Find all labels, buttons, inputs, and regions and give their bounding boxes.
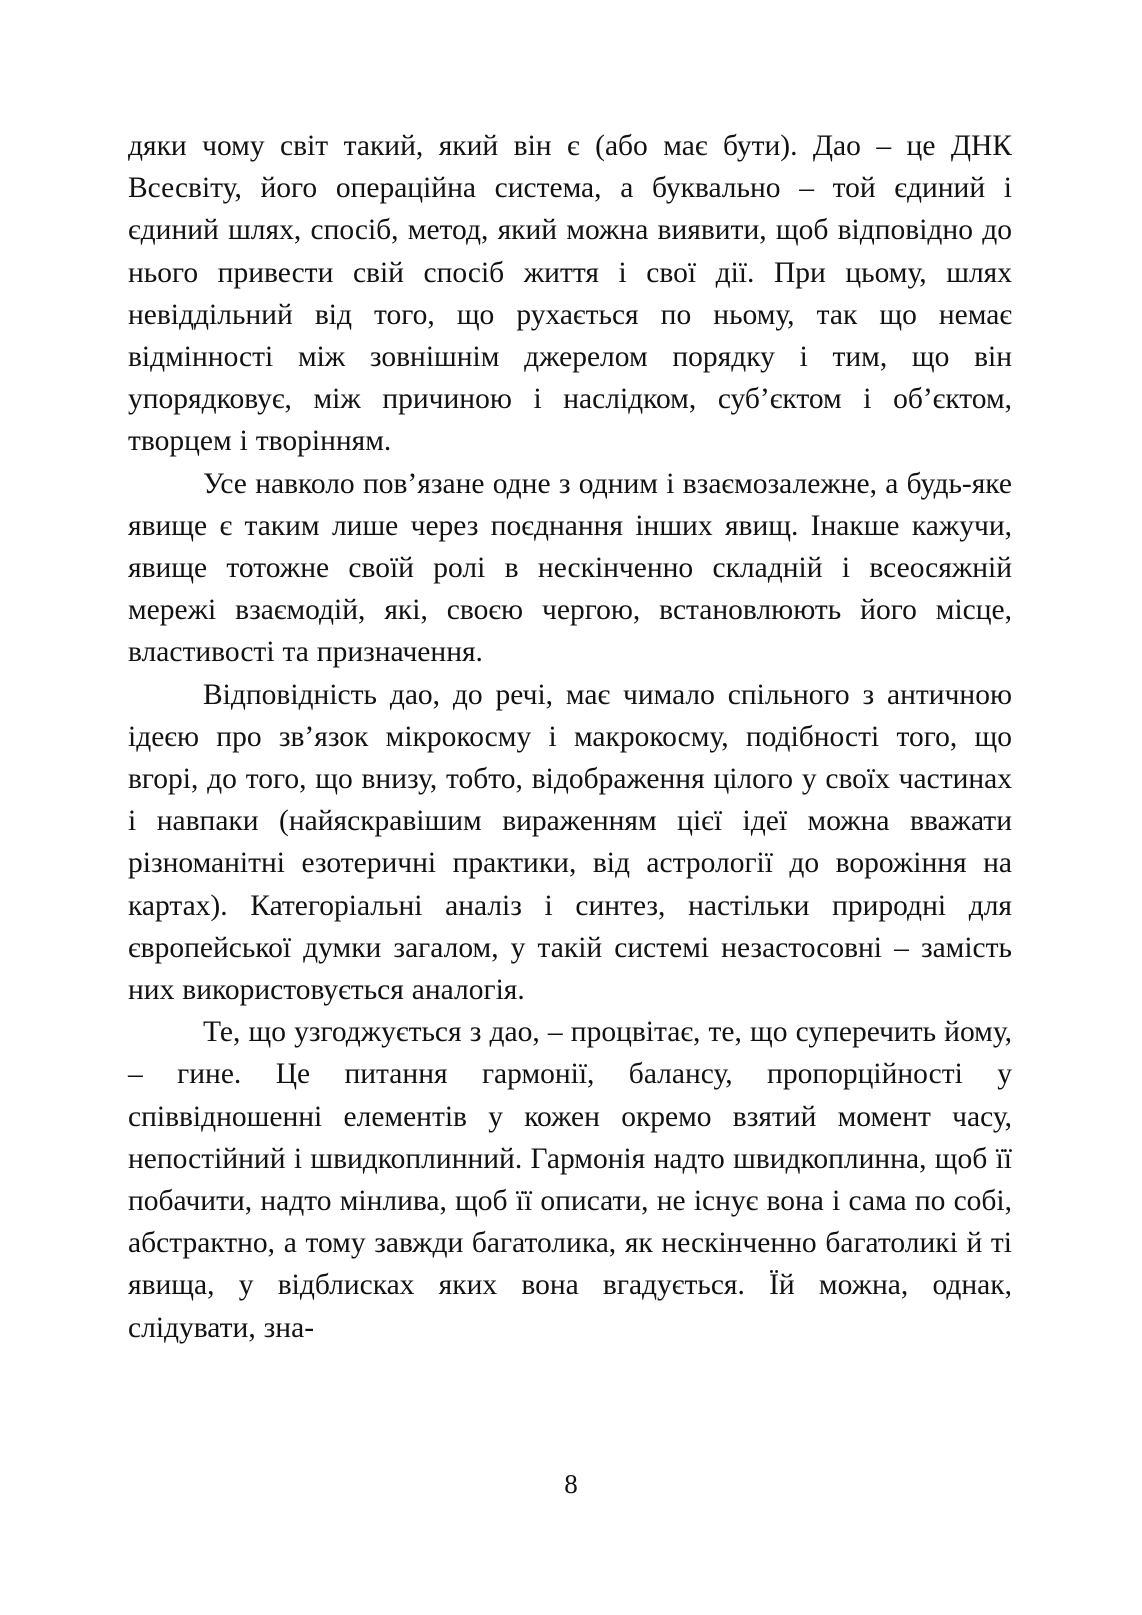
body-paragraph-4: Те, що узгоджується з дао, – процвітає, те, що суперечить йому, – гине. Це питання гармонії, балансу, пропорційності у співвідношенні елементів у кожен окремо взятий момент часу, непостійний і швидкоплинний. Гармонія надто швидкоплинна, щоб її побачити, надто мінлива, щоб її описати, не існує вона і сама по собі, абстрактно, а тому завжди багатолика, як нескінченно багатоликі й ті явища, у відблисках яких вона вгадується. Їй можна, однак, слідувати, зна- [128, 1016, 1012, 1344]
body-paragraph-2: Усе навколо пов’язане одне з одним і взаємозалежне, а будь-яке явище є таким лише через поєднання інших явищ. Інакше кажучи, явище тотожне своїй ролі в нескінченно складній і всеосяжній мережі взаємодій, які, своєю чергою, встановлюють його місце, властивості та призначення. [128, 467, 1012, 669]
page-number: 8 [564, 1469, 578, 1499]
body-paragraph-1: дяки чому світ такий, який він є (або має бути). Дао – це ДНК Всесвіту, його операційна система, а буквально – той єдиний і єдиний шлях, спосіб, метод, який можна виявити, щоб відповідно до нього привести свій спосіб життя і свої дії. При цьому, шлях невіддільний від того, що рухається по ньому, так що немає відмінності між зовнішнім джерелом порядку і тим, що він упорядковує, між причиною і наслідком, суб’єктом і об’єктом, творцем і творінням. [128, 130, 1012, 458]
body-paragraph-3: Відповідність дао, до речі, має чимало спільного з античною ідеєю про зв’язок мікрокосму і макрокосму, подібності того, що вгорі, до того, що внизу, тобто, відображення цілого у своїх частинах і навпаки (найяскравішим вираженням цієї ідеї можна вважати різноманітні езотеричні практики, від астрології до ворожіння на картах). Категоріальні аналіз і синтез, настільки природні для європейської думки загалом, у такій системі незастосовні – замість них використовується аналогія. [128, 678, 1012, 1007]
page-text-block [128, 125, 1012, 1349]
